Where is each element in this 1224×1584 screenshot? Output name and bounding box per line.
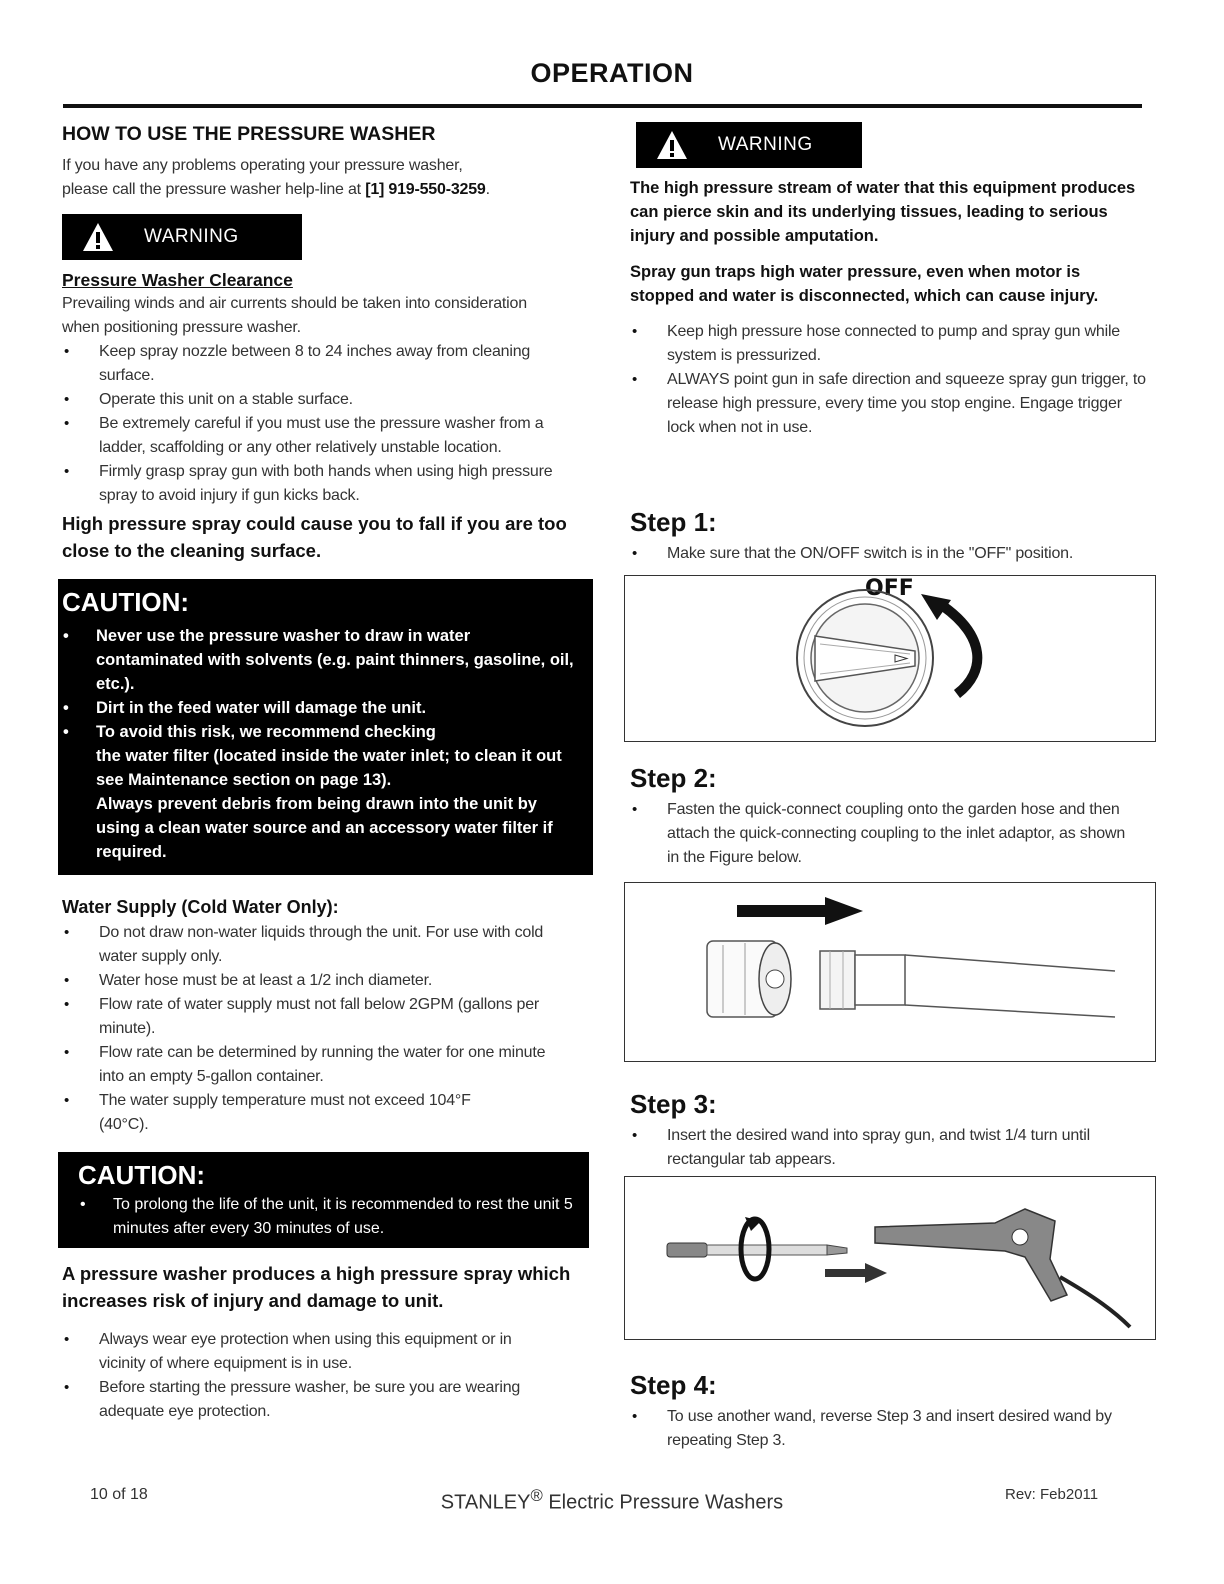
product-name: Electric Pressure Washers [548, 1491, 784, 1514]
list-item: • Operate this unit on a stable surface. [62, 388, 572, 412]
list-item: the water filter (located inside the water inlet; to clean it out see Maintenance section on page 13). [96, 747, 562, 789]
caution-box-2 [58, 1152, 589, 1248]
clearance-list [62, 340, 572, 508]
how-to-section [62, 122, 592, 202]
figure-off-switch [624, 575, 1156, 742]
quick-connect-illustration [625, 883, 1155, 1061]
list-item: • Firmly grasp spray gun with both hands when using high pressure spray to avoid injury if gun kicks back. [62, 460, 572, 508]
step-title: Step 2: [630, 763, 717, 793]
caution-list [96, 624, 576, 864]
list-item: • ALWAYS point gun in safe direction and squeeze spray gun trigger, to release high pressure, every time you stop engine. Engage trigger lock when not in use. [630, 368, 1150, 440]
list-item: • Insert the desired wand into spray gun, and twist 1/4 turn until rectangular tab appears. [630, 1124, 1140, 1172]
list-item: • To prolong the life of the unit, it is recommended to rest the unit 5 minutes after every 30 minutes of use. [113, 1193, 578, 1241]
caution-title: CAUTION: [62, 587, 190, 617]
warning-label: WARNING [144, 226, 239, 247]
step-2 [630, 763, 1156, 870]
list-item: • Before starting the pressure washer, be sure you are wearing adequate eye protection. [62, 1376, 552, 1424]
step-title: Step 4: [630, 1370, 717, 1400]
list-item: • Fasten the quick-connect coupling onto the garden hose and then attach the quick-connecting coupling to the inlet adaptor, as shown in the Figure below. [630, 798, 1140, 870]
list-item: • Water hose must be at least a 1/2 inch diameter. [62, 969, 572, 993]
step-list [630, 542, 1150, 566]
step-4 [630, 1370, 1156, 1453]
section-heading: HOW TO USE THE PRESSURE WASHER [62, 123, 436, 145]
water-temp-celsius: (40°C). [99, 1116, 149, 1133]
intro-end: . [485, 181, 490, 198]
risk-note: A pressure washer produces a high pressure spray which increases risk of injury and damage to unit. [62, 1263, 571, 1311]
warning-text-2: Spray gun traps high water pressure, even when motor is stopped and water is disconnected, which can cause injury. [630, 263, 1099, 305]
list-item: • To use another wand, reverse Step 3 and insert desired wand by repeating Step 3. [630, 1405, 1140, 1453]
step-list [630, 798, 1140, 870]
figure-quick-connect [624, 882, 1156, 1062]
warning-badge-left [62, 214, 302, 260]
step-1 [630, 507, 1156, 566]
water-supply-list [62, 921, 572, 1113]
title-divider [63, 104, 1142, 108]
list-item: • To avoid this risk, we recommend checking [96, 720, 576, 744]
warning-triangle-icon [82, 221, 114, 253]
eye-protection-section [62, 1260, 592, 1424]
figure-wand-insert [624, 1176, 1156, 1340]
page-number: 10 of 18 [90, 1486, 148, 1503]
clearance-section [62, 268, 592, 564]
step-title: Step 1: [630, 507, 717, 537]
wand-insert-illustration [625, 1177, 1155, 1339]
step-3 [630, 1089, 1156, 1172]
caution-box-1 [58, 579, 593, 875]
clearance-text: Prevailing winds and air currents should be taken into consideration when positioning pressure washer. [62, 295, 527, 336]
step-list [630, 1124, 1140, 1172]
list-item: • Keep spray nozzle between 8 to 24 inches away from cleaning surface. [62, 340, 572, 388]
registered-mark: ® [530, 1486, 543, 1505]
list-item: • Dirt in the feed water will damage the unit. [96, 696, 576, 720]
list-item: • The water supply temperature must not exceed 104°F [62, 1089, 572, 1113]
step-list [630, 1405, 1140, 1453]
list-item: • Flow rate of water supply must not fall below 2GPM (gallons per minute). [62, 993, 572, 1041]
list-item: • Do not draw non-water liquids through the unit. For use with cold water supply only. [62, 921, 572, 969]
list-item: • Always wear eye protection when using this equipment or in vicinity of where equipment is in use. [62, 1328, 552, 1376]
off-switch-illustration [625, 576, 1155, 741]
step-title: Step 3: [630, 1089, 717, 1119]
intro-line-2: please call the pressure washer help-line at [62, 181, 366, 198]
intro-line-1: If you have any problems operating your pressure washer, [62, 157, 463, 174]
list-item: • Be extremely careful if you must use the pressure washer from a ladder, scaffolding or any other relatively unstable location. [62, 412, 572, 460]
right-warning-section [630, 176, 1156, 440]
list-item: • Never use the pressure washer to draw in water contaminated with solvents (e.g. paint thinners, gasoline, oil, etc.). [96, 624, 576, 696]
page-title: OPERATION [530, 58, 694, 88]
brand-name: STANLEY [440, 1491, 531, 1514]
intro-text [62, 154, 592, 202]
fall-warning-note: High pressure spray could cause you to fall if you are too close to the cleaning surface. [62, 513, 567, 561]
revision-date: Rev: Feb2011 [1005, 1486, 1099, 1503]
help-line-phone: [1] 919-550-3259 [365, 181, 486, 198]
off-label: OFF [865, 576, 914, 601]
warning-triangle-icon [656, 129, 688, 161]
list-item: • Keep high pressure hose connected to pump and spray gun while system is pressurized. [630, 320, 1150, 368]
eye-protection-list [62, 1328, 552, 1424]
list-item: • Make sure that the ON/OFF switch is in the "OFF" position. [630, 542, 1150, 566]
water-supply-heading: Water Supply (Cold Water Only): [62, 897, 339, 917]
warning-list [630, 320, 1150, 440]
caution-title: CAUTION: [78, 1160, 206, 1190]
warning-badge-right [636, 122, 862, 168]
caution-list [113, 1193, 578, 1241]
warning-label: WARNING [718, 134, 813, 155]
clearance-heading: Pressure Washer Clearance [62, 270, 293, 290]
warning-text-1: The high pressure stream of water that this equipment produces can pierce skin and its underlying tissues, leading to serious injury and possible amputation. [630, 179, 1136, 245]
water-supply-section [62, 895, 592, 1137]
list-item: • Flow rate can be determined by running the water for one minute into an empty 5-gallon container. [62, 1041, 572, 1089]
list-item: Always prevent debris from being drawn into the unit by using a clean water source and an accessory water filter if required. [96, 795, 553, 861]
